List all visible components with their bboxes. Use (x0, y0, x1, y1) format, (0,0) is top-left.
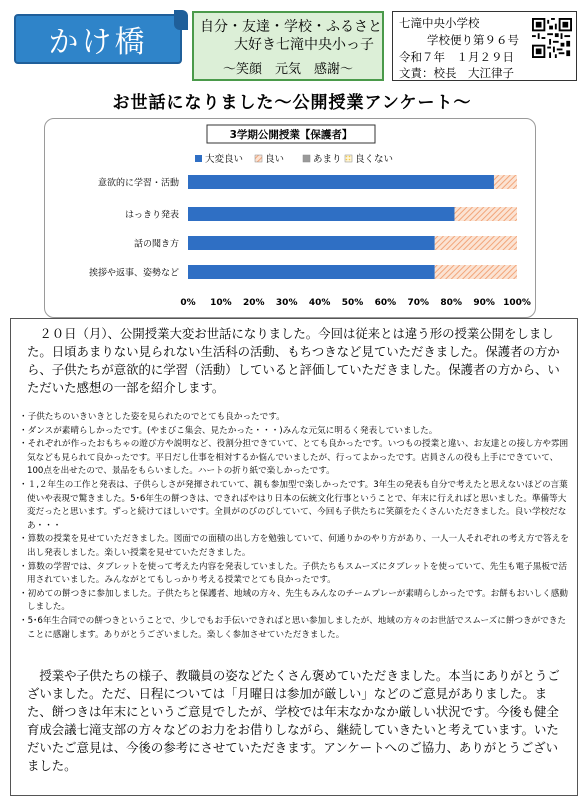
x-tick-label: 90% (473, 298, 495, 308)
bar-segment (454, 207, 517, 221)
issue-info-box (392, 11, 577, 81)
bar-segment (435, 236, 517, 250)
category-label: はっきり発表 (124, 210, 179, 221)
comment-item: ・初めての餅つきに参加しました。子供たちと保護者、地域の方々、先生もみんなのチームプレーが素晴らしかったです。お餅もおいしく感動しました。 (19, 588, 568, 613)
chart-x-tick-labels (180, 298, 531, 308)
bar-segment (494, 175, 517, 189)
bar-segment (188, 236, 435, 250)
motto-line-3: ～笑顔 元気 感謝～ (222, 62, 353, 77)
legend-swatch (195, 155, 202, 162)
x-tick-label: 80% (440, 298, 462, 308)
category-label: 話の聞き方 (133, 239, 179, 250)
legend-swatch (303, 155, 310, 162)
survey-chart (44, 118, 536, 318)
chart-category-labels (89, 177, 179, 279)
newsletter-title-banner (14, 14, 182, 64)
chart-bars (188, 175, 517, 279)
x-tick-label: 70% (407, 298, 430, 308)
bar-segment (435, 265, 517, 279)
bar-segment (188, 265, 435, 279)
legend-label: 良くない (355, 154, 394, 165)
parent-comments-list (19, 411, 571, 642)
intro-paragraph: ２０日（月）、公開授業大変お世話になりました。今回は従来とは違う形の授業公開をしました。日頃あまりない見られない生活科の活動、もちつきなど見ていただきました。保護者の方から、子供たちが意欲的に学習（活動）していると評価していただきました。保護者の方から、いただいた感想の一部を紹介します。 (27, 326, 560, 395)
comment-item: ・ダンスが素晴らしかったです。(やまびこ集会、見たかった・・・)みんな元気に明るく発表していました。 (19, 425, 438, 436)
article-body (10, 318, 578, 796)
legend-label: 良い (265, 154, 285, 165)
comment-item: ・算数の授業を見せていただきました。図面での面積の出し方を勉強していて、何通りかのやり方があり、一人一人それぞれの考え方で答えを出し発表しました。楽しい授業を見せていただきました。 (19, 534, 569, 558)
qr-code-icon (532, 18, 572, 58)
legend-swatch (345, 155, 352, 162)
x-tick-label: 10% (210, 298, 232, 308)
x-tick-label: 100% (503, 298, 531, 308)
x-tick-label: 30% (275, 298, 298, 308)
legend-label: あまり (313, 154, 342, 165)
issue-date: 令和７年 １月２９日 (399, 50, 514, 64)
comment-item: ・それぞれが作ったおもちゃの遊び方や説明など、役割分担できていて、とても良かったです。いつもの授業と違い、お友達との接し方や雰囲気なども見られて良かったです。平日だし仕事を相対するか悩んでいましたが、行ってよかったです。店員さんの役も上手にできていて、100点を出せたので、景品をもらいました。ハートの折り紙で楽しかったです。 (19, 439, 569, 477)
category-label: 意欲的に学習・活動 (97, 178, 179, 189)
x-tick-label: 50% (341, 298, 364, 308)
school-motto-box (192, 11, 384, 81)
school-name: 七滝中央小学校 (399, 16, 480, 30)
comment-item: ・算数の学習では、タブレットを使って考えた内容を発表していました。子供たちもスムーズにタブレットを使っていて、先生も電子黒板で活用されていました。みんながとてもしっかり考える授業でとても良かったです。 (19, 561, 568, 586)
closing-paragraph: 授業や子供たちの様子、教職員の姿などたくさん褒めていただきました。本当にありがとうございました。ただ、日程については「月曜日は参加が厳しい」などのご意見がありました。また、餅つきは年末にというご意見でしたが、学校では年末なかなか厳しい状況です。今後も健全育成会議七滝支部の方々などのお力をお借りしながら、継続していきたいと考えています。いただいたご意見は、今後の参考にさせていただきます。アンケートへのご協力、ありがとうございました。 (27, 668, 560, 773)
newsletter-title: かけ橋 (48, 25, 148, 60)
x-tick-label: 20% (243, 298, 265, 308)
category-label: 挨拶や返事、姿勢など (88, 268, 179, 279)
chart-legend (195, 153, 393, 165)
comment-item: ・子供たちのいきいきとした姿を見られたのでとても良かったです。 (19, 412, 285, 422)
x-tick-label: 60% (374, 298, 397, 308)
x-tick-label: 0% (180, 298, 196, 308)
x-tick-label: 40% (308, 298, 331, 308)
author-line: 文責：校長 大江律子 (399, 66, 514, 80)
motto-line-1: 自分・友達・学校・ふるさと (200, 19, 382, 35)
issue-number: 学校便り第９６号 (427, 33, 519, 47)
chart-title: 3学期公開授業【保護者】 (229, 129, 353, 141)
bar-segment (188, 207, 454, 221)
motto-line-2: 大好き七滝中央小っ子 (234, 37, 374, 53)
legend-swatch (255, 155, 262, 162)
legend-label: 大変良い (205, 154, 244, 165)
survey-chart-svg (45, 119, 537, 319)
comment-item: ・5･6年生合同での餅つきということで、少しでもお手伝いできればと思い参加しましたが、地域の方々のお世話でスムーズに餅つきができたことに感謝します。ありがとうございました。楽しく参加させていただきました。 (19, 615, 567, 640)
page-headline: お世話になりました～公開授業アンケート～ (112, 93, 472, 113)
comment-item: ・１,２年生の工作と発表は、子供らしさが発揮されていて、親も参加型で楽しかったです。3年生の発表も自分で考えたと思えないほどの言葉使いや表現で驚きました。5･6年生の餅つきは、できればやはり日本の伝統文化行事ということで、年末に行えればと思いました。準備等大変だったと思います。ずっと続けてほしいです。全員がのびのびしていて、今回も子供たちに笑顔をたくさんいただきました。良い学校だなあ・・・ (19, 479, 568, 531)
bar-segment (188, 175, 494, 189)
